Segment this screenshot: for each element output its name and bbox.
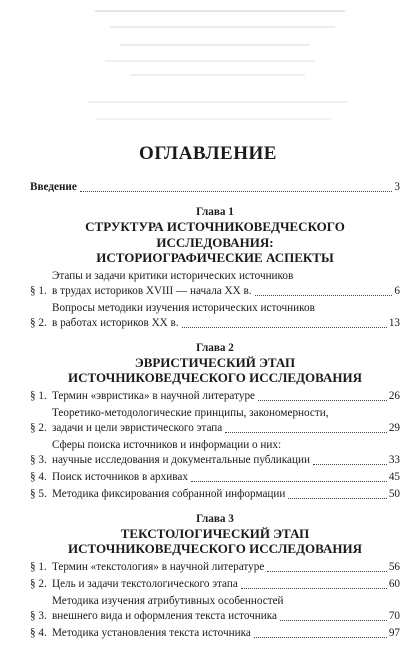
chapter-block <box>30 205 400 331</box>
bleed-through-line <box>96 118 331 120</box>
chapter-label: Глава 1 <box>196 206 234 218</box>
entry-label: Введение <box>30 181 77 193</box>
entry-body <box>52 594 389 624</box>
page-number: 97 <box>388 626 400 639</box>
chapter-title-line: ТЕКСТОЛОГИЧЕСКИЙ ЭТАП <box>120 525 310 541</box>
bleed-through-line <box>120 44 310 46</box>
chapter-title-line: ЭВРИСТИЧЕСКИЙ ЭТАП <box>134 354 296 370</box>
page-number: 13 <box>388 316 400 329</box>
bleed-through-line <box>95 10 345 12</box>
entry-last-line <box>52 470 389 485</box>
entry-body <box>52 560 389 575</box>
toc-entry-section[interactable] <box>30 438 400 468</box>
toc-entry-section[interactable] <box>30 301 400 331</box>
page-number: 33 <box>388 453 400 466</box>
dot-leader <box>280 620 387 621</box>
entry-text-line: Этапы и задачи критики исторических источников <box>52 269 294 282</box>
page-number: 50 <box>388 487 400 500</box>
entry-text-line: Поиск источников в архивах <box>52 470 188 483</box>
entry-last-line <box>52 316 389 331</box>
section-number: § 1. <box>30 389 47 402</box>
chapters-list <box>30 205 400 641</box>
dot-leader <box>182 327 387 328</box>
chapter-title-line: ИСТОЧНИКОВЕДЧЕСКОГО ИССЛЕДОВАНИЯ <box>67 370 362 385</box>
table-of-contents <box>30 180 400 643</box>
section-number: § 5. <box>30 487 47 500</box>
page-number: 3 <box>394 181 400 193</box>
bleed-through-line <box>110 26 335 28</box>
entry-text-line: Термин «эвристика» в научной литературе <box>52 389 256 402</box>
entry-last-line <box>52 389 389 404</box>
section-number: § 1. <box>30 284 47 297</box>
toc-entry-section[interactable] <box>30 560 400 575</box>
page-number: 45 <box>388 470 400 483</box>
section-number: § 2. <box>30 421 47 434</box>
chapter-title-line: ИСТОЧНИКОВЕДЧЕСКОГО ИССЛЕДОВАНИЯ <box>67 541 362 556</box>
entry-text-line: задачи и цели эвристического этапа <box>52 421 223 434</box>
bleed-through-line <box>130 74 305 76</box>
dot-leader <box>80 191 393 192</box>
entry-body <box>52 389 389 404</box>
dot-leader <box>258 400 387 401</box>
chapter-block <box>30 512 400 641</box>
entry-last-line <box>52 577 389 592</box>
page-number: 26 <box>388 389 400 402</box>
page-number: 29 <box>388 421 400 434</box>
toc-entry-introduction[interactable] <box>30 180 400 195</box>
chapter-title-line: ИССЛЕДОВАНИЯ: <box>156 234 274 250</box>
entry-body <box>52 438 389 468</box>
entry-body <box>52 626 389 641</box>
page-number: 56 <box>388 560 400 573</box>
entry-text-line: Методика изучения атрибутивных особенностей <box>52 594 284 607</box>
entry-last-line <box>52 453 389 468</box>
toc-entry-section[interactable] <box>30 389 400 404</box>
entry-last-line <box>52 626 389 641</box>
entry-body <box>52 406 389 436</box>
dot-leader <box>191 481 387 482</box>
entry-last-line <box>52 560 389 575</box>
entry-text-line: Методика установления текста источника <box>52 626 251 639</box>
entry-text-line: в работах историков XX в. <box>52 316 179 329</box>
chapter-title-line: СТРУКТУРА ИСТОЧНИКОВЕДЧЕСКОГО <box>85 219 345 234</box>
dot-leader <box>288 498 386 499</box>
entry-body <box>52 487 389 502</box>
dot-leader <box>313 464 387 465</box>
entry-body <box>52 577 389 592</box>
entry-last-line <box>52 487 389 502</box>
entry-text-line: внешнего вида и оформления текста источника <box>52 609 278 622</box>
entry-body <box>30 180 394 195</box>
toc-entry-section[interactable] <box>30 577 400 592</box>
page-number: 60 <box>388 577 400 590</box>
entry-text-line: Термин «текстология» в научной литературе <box>52 560 265 573</box>
chapter-title-line: ИСТОРИОГРАФИЧЕСКИЕ АСПЕКТЫ <box>96 250 334 265</box>
entry-text-line: Методика фиксирования собранной информации <box>52 487 286 500</box>
toc-entry-section[interactable] <box>30 594 400 624</box>
page-number: 70 <box>388 609 400 622</box>
bleed-through-line <box>105 60 315 62</box>
section-number: § 2. <box>30 577 47 590</box>
entry-body <box>52 301 389 331</box>
entry-text-line: Сферы поиска источников и информации о них: <box>52 438 282 451</box>
dot-leader <box>255 295 393 296</box>
entry-last-line <box>52 609 389 624</box>
section-number: § 2. <box>30 316 47 329</box>
toc-entry-section[interactable] <box>30 487 400 502</box>
dot-leader <box>241 588 387 589</box>
toc-entry-section[interactable] <box>30 470 400 485</box>
chapter-label: Глава 2 <box>196 341 234 354</box>
bleed-through-line <box>88 101 348 103</box>
entry-last-line <box>30 180 394 195</box>
dot-leader <box>254 637 387 638</box>
section-number: § 3. <box>30 453 47 466</box>
entry-text-line: Цель и задачи текстологического этапа <box>52 577 238 590</box>
toc-entry-section[interactable] <box>30 269 400 299</box>
entry-text-line: Вопросы методики изучения исторических источников <box>52 301 315 314</box>
entry-body <box>52 269 394 299</box>
dot-leader <box>225 432 387 433</box>
section-number: § 4. <box>30 626 47 639</box>
page-number: 6 <box>394 284 400 297</box>
toc-entry-section[interactable] <box>30 626 400 641</box>
dot-leader <box>267 571 386 572</box>
entry-text-line: Теоретико-методологические принципы, закономерности, <box>52 406 329 419</box>
toc-entry-section[interactable] <box>30 406 400 436</box>
section-number: § 1. <box>30 560 47 573</box>
entry-last-line <box>52 421 389 436</box>
entry-last-line <box>52 284 394 299</box>
chapter-label: Глава 3 <box>196 512 234 525</box>
section-number: § 3. <box>30 609 47 622</box>
entry-text-line: в трудах историков XVIII — начала XX в. <box>52 284 252 297</box>
section-number: § 4. <box>30 470 47 483</box>
page-title: ОГЛАВЛЕНИЕ <box>139 143 277 164</box>
entry-body <box>52 470 389 485</box>
chapter-block <box>30 341 400 502</box>
entry-text-line: научные исследования и документальные публикации <box>52 453 310 466</box>
